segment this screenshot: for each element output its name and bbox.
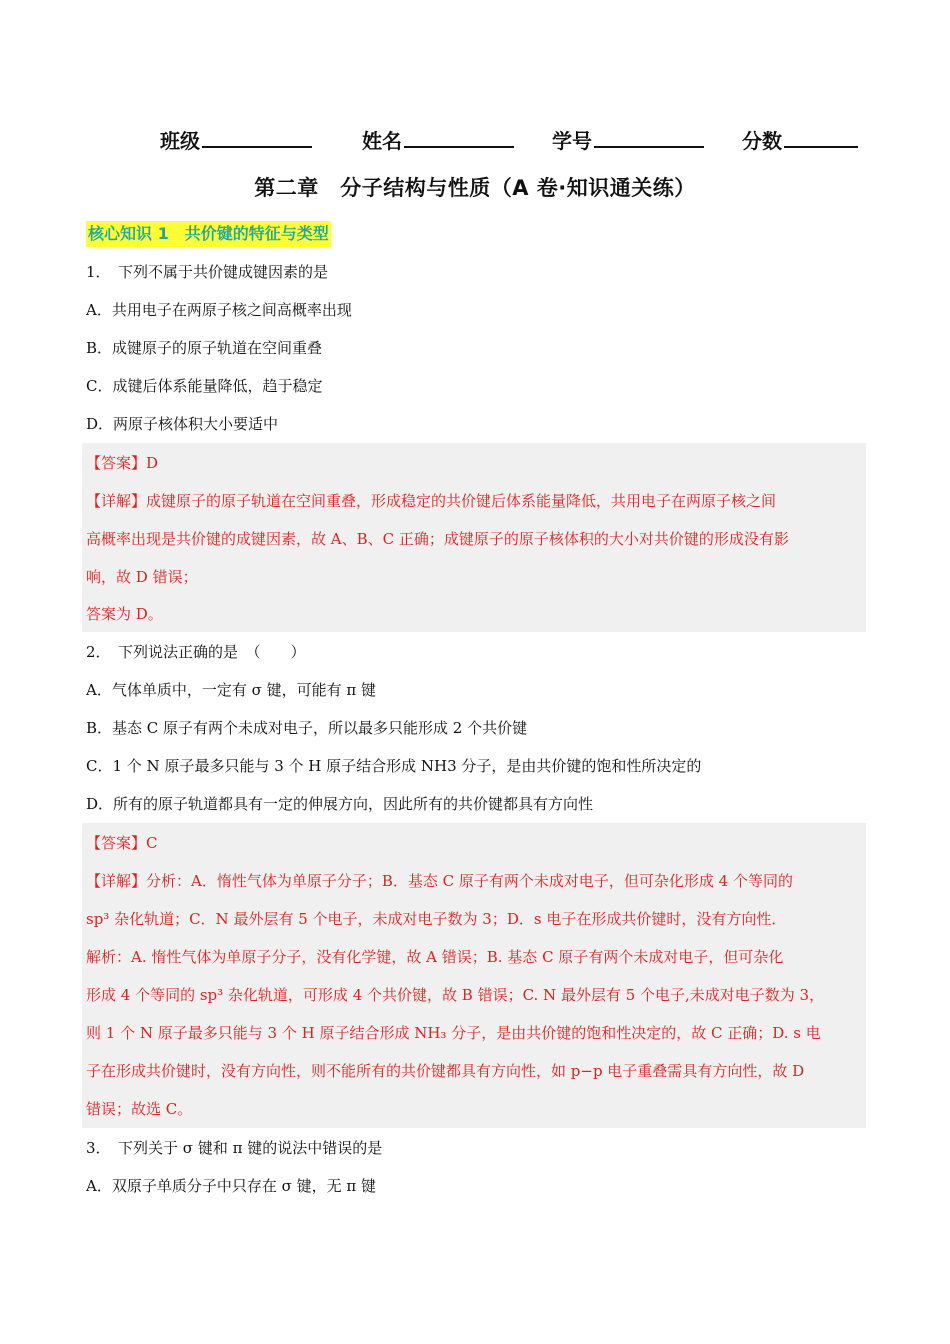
question-2-detail-line: 【详解】分析：A．惰性气体为单原子分子；B．基态 C 原子有两个未成对电子，但可杂化形成 4 个等同的 — [86, 872, 793, 890]
number-field — [552, 124, 704, 154]
question-1-option-c: C．成键后体系能量降低，趋于稳定 — [86, 377, 323, 395]
question-2-detail-line: 错误；故选 C。 — [86, 1100, 193, 1118]
question-2-detail-line: 形成 4 个等同的 sp³ 杂化轨道，可形成 4 个共价键，故 B 错误；C. N 最外层有 5 个电子,未成对电子数为 3， — [86, 986, 825, 1004]
question-2-detail-line: 则 1 个 N 原子最多只能与 3 个 H 原子结合形成 NH₃ 分子，是由共价键的饱和性决定的，故 C 正确；D. s 电 — [86, 1024, 821, 1042]
question-2-detail-line: sp³ 杂化轨道；C．N 最外层有 5 个电子，未成对电子数为 3；D．s 电子在形成共价键时，没有方向性． — [86, 910, 787, 928]
class-label: 班级 — [160, 129, 200, 153]
question-1-detail-line: 【详解】成键原子的原子轨道在空间重叠，形成稳定的共价键后体系能量降低，共用电子在两原子核之间 — [86, 492, 777, 510]
question-1-detail-line: 响，故 D 错误； — [86, 568, 198, 586]
question-2-option-d: D．所有的原子轨道都具有一定的伸展方向，因此所有的共价键都具有方向性 — [86, 795, 594, 813]
question-2-detail-line: 解析：A. 惰性气体为单原子分子，没有化学键，故 A 错误；B. 基态 C 原子有两个未成对电子，但可杂化 — [86, 948, 784, 966]
question-1-detail-line: 高概率出现是共价键的成键因素，故 A、B、C 正确；成键原子的原子核体积的大小对共价键的形成没有影 — [86, 530, 789, 548]
number-blank — [594, 124, 704, 148]
question-3-option-a: A．双原子单质分子中只存在 σ 键，无 π 键 — [86, 1177, 377, 1195]
score-field — [742, 124, 858, 154]
question-3-stem: 3． 下列关于 σ 键和 π 键的说法中错误的是 — [86, 1139, 383, 1157]
question-1-detail-line: 答案为 D。 — [86, 605, 163, 623]
class-blank — [202, 124, 312, 148]
question-2-stem: 2． 下列说法正确的是 （ ） — [86, 643, 306, 661]
question-1-answer: 【答案】D — [86, 454, 159, 472]
question-1-stem: 1． 下列不属于共价键成键因素的是 — [86, 263, 329, 281]
question-2-answer-box — [82, 823, 866, 1128]
question-1-option-b: B．成键原子的原子轨道在空间重叠 — [86, 339, 323, 357]
number-label: 学号 — [552, 129, 592, 153]
name-label: 姓名 — [362, 129, 402, 153]
score-label: 分数 — [742, 129, 782, 153]
question-2-option-c: C．1 个 N 原子最多只能与 3 个 H 原子结合形成 NH3 分子，是由共价键的饱和性所决定的 — [86, 757, 702, 775]
question-1-option-a: A．共用电子在两原子核之间高概率出现 — [86, 301, 352, 319]
class-field — [160, 124, 312, 154]
page-title: 第二章 分子结构与性质（A 卷·知识通关练） — [254, 176, 696, 200]
name-blank — [404, 124, 514, 148]
header-fields — [160, 124, 870, 158]
score-blank — [784, 124, 858, 148]
section-heading: 核心知识 1 共价键的特征与类型 — [86, 221, 331, 247]
question-2-option-a: A．气体单质中，一定有 σ 键，可能有 π 键 — [86, 681, 377, 699]
name-field — [362, 124, 514, 154]
question-2-option-b: B．基态 C 原子有两个未成对电子，所以最多只能形成 2 个共价键 — [86, 719, 528, 737]
question-1-option-d: D．两原子核体积大小要适中 — [86, 415, 279, 433]
question-2-detail-line: 子在形成共价键时，没有方向性，则不能所有的共价键都具有方向性，如 p−p 电子重叠需具有方向性，故 D — [86, 1062, 805, 1080]
question-1-answer-box — [82, 443, 866, 632]
question-2-answer: 【答案】C — [86, 834, 158, 852]
